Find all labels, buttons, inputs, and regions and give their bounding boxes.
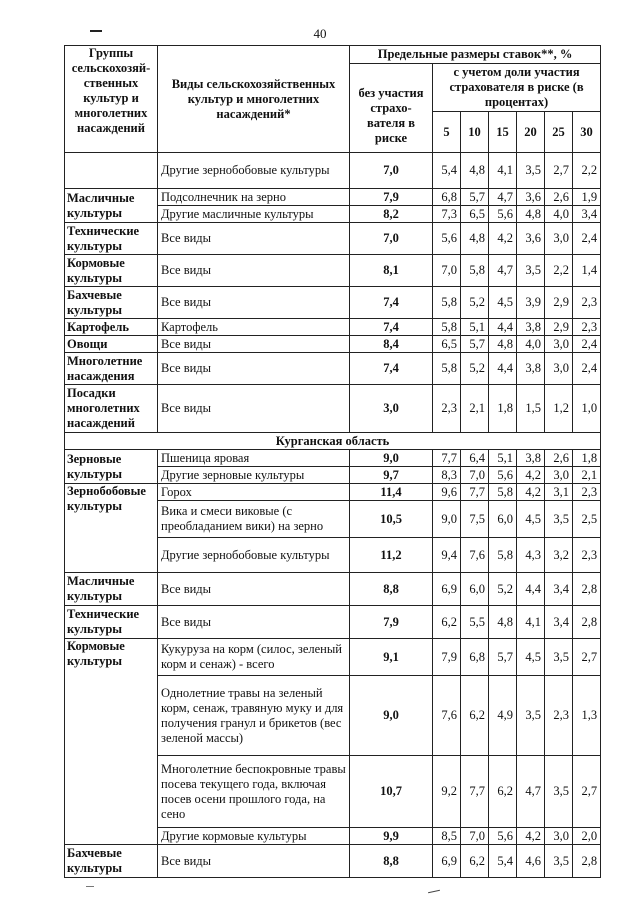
share-rate-cell: 3,6 xyxy=(517,223,545,255)
share-rate-cell: 7,0 xyxy=(461,828,489,845)
share-rate-cell: 4,8 xyxy=(489,336,517,353)
share-rate-cell: 9,6 xyxy=(433,484,461,501)
share-rate-cell: 6,8 xyxy=(461,639,489,676)
base-rate-cell: 10,7 xyxy=(350,756,433,828)
share-rate-cell: 3,5 xyxy=(545,639,573,676)
share-rate-cell: 6,2 xyxy=(489,756,517,828)
share-rate-cell: 1,9 xyxy=(573,189,601,206)
share-rate-cell: 2,6 xyxy=(545,450,573,467)
share-rate-cell: 9,4 xyxy=(433,538,461,573)
group-cell: Овощи xyxy=(65,336,158,353)
scan-mark xyxy=(86,886,94,887)
table-row xyxy=(65,287,601,319)
share-rate-cell: 3,9 xyxy=(517,287,545,319)
share-rate-cell: 5,2 xyxy=(461,353,489,385)
group-cell: Масличные культуры xyxy=(65,573,158,606)
region-row xyxy=(65,433,601,450)
share-rate-cell: 4,6 xyxy=(517,845,545,878)
kind-cell: Все виды xyxy=(158,336,350,353)
base-rate-cell: 9,0 xyxy=(350,676,433,756)
header-share-15: 15 xyxy=(489,112,517,153)
kind-cell: Все виды xyxy=(158,573,350,606)
kind-cell: Все виды xyxy=(158,287,350,319)
share-rate-cell: 3,5 xyxy=(517,676,545,756)
share-rate-cell: 6,9 xyxy=(433,573,461,606)
page-number: 40 xyxy=(313,26,327,41)
share-rate-cell: 7,6 xyxy=(461,538,489,573)
share-rate-cell: 4,8 xyxy=(517,206,545,223)
share-rate-cell: 2,8 xyxy=(573,606,601,639)
share-rate-cell: 3,4 xyxy=(545,606,573,639)
header-base: без участия страхо-вателя в риске xyxy=(350,64,433,153)
group-cell: Масличные культуры xyxy=(65,189,158,223)
kind-cell: Пшеница яровая xyxy=(158,450,350,467)
share-rate-cell: 6,2 xyxy=(461,845,489,878)
table-row xyxy=(65,573,601,606)
share-rate-cell: 4,7 xyxy=(489,255,517,287)
kind-cell: Многолетние беспокровные травы посева текущего года, включая посев осени прошлого года, на сено xyxy=(158,756,350,828)
share-rate-cell: 4,0 xyxy=(545,206,573,223)
group-cell: Посадки многолетних насаждений xyxy=(65,385,158,433)
group-cell xyxy=(65,153,158,189)
share-rate-cell: 3,0 xyxy=(545,353,573,385)
base-rate-cell: 11,2 xyxy=(350,538,433,573)
share-rate-cell: 5,6 xyxy=(489,828,517,845)
share-rate-cell: 4,5 xyxy=(489,287,517,319)
share-rate-cell: 5,6 xyxy=(433,223,461,255)
kind-cell: Все виды xyxy=(158,845,350,878)
share-rate-cell: 3,8 xyxy=(517,450,545,467)
share-rate-cell: 1,0 xyxy=(573,385,601,433)
table-row xyxy=(65,484,601,501)
share-rate-cell: 7,5 xyxy=(461,501,489,538)
share-rate-cell: 4,2 xyxy=(517,467,545,484)
kind-cell: Однолетние травы на зеленый корм, сенаж, травяную муку и для получения гранул и брикетов (вес зеленой массы) xyxy=(158,676,350,756)
share-rate-cell: 5,1 xyxy=(489,450,517,467)
base-rate-cell: 9,0 xyxy=(350,450,433,467)
kind-cell: Горох xyxy=(158,484,350,501)
share-rate-cell: 4,4 xyxy=(489,319,517,336)
share-rate-cell: 1,8 xyxy=(489,385,517,433)
share-rate-cell: 4,3 xyxy=(517,538,545,573)
kind-cell: Другие зернобобовые культуры xyxy=(158,153,350,189)
share-rate-cell: 2,5 xyxy=(573,501,601,538)
base-rate-cell: 10,5 xyxy=(350,501,433,538)
header-share-5: 5 xyxy=(433,112,461,153)
table-row xyxy=(65,255,601,287)
share-rate-cell: 6,2 xyxy=(461,676,489,756)
share-rate-cell: 2,6 xyxy=(545,189,573,206)
share-rate-cell: 7,3 xyxy=(433,206,461,223)
share-rate-cell: 5,8 xyxy=(433,287,461,319)
kind-cell: Все виды xyxy=(158,353,350,385)
kind-cell: Кукуруза на корм (силос, зеленый корм и сенаж) - всего xyxy=(158,639,350,676)
share-rate-cell: 2,4 xyxy=(573,223,601,255)
region-title: Курганская область xyxy=(65,433,601,450)
header-kind: Виды сельскохозяйственных культур и многолетних насаждений* xyxy=(158,46,350,153)
group-cell: Картофель xyxy=(65,319,158,336)
header-group: Группы сельскохозяй-ственных культур и многолетних насаждений xyxy=(65,46,158,153)
share-rate-cell: 4,2 xyxy=(517,828,545,845)
share-rate-cell: 4,7 xyxy=(489,189,517,206)
share-rate-cell: 6,9 xyxy=(433,845,461,878)
table-row xyxy=(65,189,601,206)
share-rate-cell: 2,2 xyxy=(573,153,601,189)
share-rate-cell: 2,1 xyxy=(461,385,489,433)
share-rate-cell: 3,4 xyxy=(545,573,573,606)
share-rate-cell: 4,7 xyxy=(517,756,545,828)
kind-cell: Другие кормовые культуры xyxy=(158,828,350,845)
base-rate-cell: 7,4 xyxy=(350,353,433,385)
share-rate-cell: 9,0 xyxy=(433,501,461,538)
share-rate-cell: 4,1 xyxy=(489,153,517,189)
share-rate-cell: 6,0 xyxy=(461,573,489,606)
share-rate-cell: 6,5 xyxy=(461,206,489,223)
share-rate-cell: 1,3 xyxy=(573,676,601,756)
header-limit: Предельные размеры ставок**, % xyxy=(350,46,601,64)
group-cell: Зерновые культуры xyxy=(65,450,158,484)
share-rate-cell: 6,2 xyxy=(433,606,461,639)
share-rate-cell: 2,3 xyxy=(573,538,601,573)
base-rate-cell: 9,7 xyxy=(350,467,433,484)
group-cell: Технические культуры xyxy=(65,223,158,255)
share-rate-cell: 2,2 xyxy=(545,255,573,287)
share-rate-cell: 4,9 xyxy=(489,676,517,756)
share-rate-cell: 4,0 xyxy=(517,336,545,353)
rate-table xyxy=(64,45,601,878)
scan-mark xyxy=(90,30,102,32)
share-rate-cell: 4,2 xyxy=(517,484,545,501)
share-rate-cell: 6,0 xyxy=(489,501,517,538)
share-rate-cell: 3,5 xyxy=(545,756,573,828)
scan-mark xyxy=(428,890,440,893)
share-rate-cell: 2,3 xyxy=(573,319,601,336)
group-cell: Технические культуры xyxy=(65,606,158,639)
share-rate-cell: 3,4 xyxy=(573,206,601,223)
base-rate-cell: 7,4 xyxy=(350,319,433,336)
base-rate-cell: 8,2 xyxy=(350,206,433,223)
share-rate-cell: 5,7 xyxy=(461,189,489,206)
share-rate-cell: 7,0 xyxy=(461,467,489,484)
share-rate-cell: 1,5 xyxy=(517,385,545,433)
share-rate-cell: 8,5 xyxy=(433,828,461,845)
share-rate-cell: 5,8 xyxy=(489,484,517,501)
share-rate-cell: 5,8 xyxy=(461,255,489,287)
share-rate-cell: 3,0 xyxy=(545,336,573,353)
base-rate-cell: 8,1 xyxy=(350,255,433,287)
share-rate-cell: 2,3 xyxy=(433,385,461,433)
share-rate-cell: 5,4 xyxy=(489,845,517,878)
share-rate-cell: 3,5 xyxy=(517,255,545,287)
share-rate-cell: 3,5 xyxy=(517,153,545,189)
kind-cell: Другие масличные культуры xyxy=(158,206,350,223)
kind-cell: Другие зернобобовые культуры xyxy=(158,538,350,573)
share-rate-cell: 3,5 xyxy=(545,501,573,538)
base-rate-cell: 8,8 xyxy=(350,573,433,606)
share-rate-cell: 2,4 xyxy=(573,353,601,385)
share-rate-cell: 7,0 xyxy=(433,255,461,287)
table-row xyxy=(65,639,601,676)
table-row xyxy=(65,153,601,189)
kind-cell: Все виды xyxy=(158,606,350,639)
share-rate-cell: 5,2 xyxy=(489,573,517,606)
kind-cell: Все виды xyxy=(158,223,350,255)
share-rate-cell: 4,2 xyxy=(489,223,517,255)
group-cell: Зернобобовые культуры xyxy=(65,484,158,573)
share-rate-cell: 3,6 xyxy=(517,189,545,206)
share-rate-cell: 3,8 xyxy=(517,319,545,336)
group-cell: Многолетние насаждения xyxy=(65,353,158,385)
share-rate-cell: 5,1 xyxy=(461,319,489,336)
table-row xyxy=(65,353,601,385)
kind-cell: Другие зерновые культуры xyxy=(158,467,350,484)
table-row xyxy=(65,336,601,353)
header-share: с учетом доли участия страхователя в риске (в процентах) xyxy=(433,64,601,112)
kind-cell: Вика и смеси виковые (с преобладанием вики) на зерно xyxy=(158,501,350,538)
share-rate-cell: 1,2 xyxy=(545,385,573,433)
share-rate-cell: 1,8 xyxy=(573,450,601,467)
share-rate-cell: 2,8 xyxy=(573,573,601,606)
table-row xyxy=(65,606,601,639)
share-rate-cell: 7,7 xyxy=(433,450,461,467)
share-rate-cell: 3,1 xyxy=(545,484,573,501)
share-rate-cell: 3,8 xyxy=(517,353,545,385)
share-rate-cell: 9,2 xyxy=(433,756,461,828)
share-rate-cell: 2,7 xyxy=(573,756,601,828)
share-rate-cell: 6,4 xyxy=(461,450,489,467)
header-share-10: 10 xyxy=(461,112,489,153)
share-rate-cell: 5,8 xyxy=(489,538,517,573)
share-rate-cell: 8,3 xyxy=(433,467,461,484)
share-rate-cell: 3,0 xyxy=(545,467,573,484)
share-rate-cell: 5,8 xyxy=(433,319,461,336)
table-row xyxy=(65,450,601,467)
share-rate-cell: 3,0 xyxy=(545,223,573,255)
share-rate-cell: 4,4 xyxy=(517,573,545,606)
header-share-30: 30 xyxy=(573,112,601,153)
table-row xyxy=(65,223,601,255)
share-rate-cell: 2,3 xyxy=(573,484,601,501)
share-rate-cell: 7,7 xyxy=(461,484,489,501)
base-rate-cell: 9,1 xyxy=(350,639,433,676)
share-rate-cell: 7,6 xyxy=(433,676,461,756)
base-rate-cell: 7,9 xyxy=(350,606,433,639)
base-rate-cell: 8,4 xyxy=(350,336,433,353)
share-rate-cell: 5,7 xyxy=(461,336,489,353)
share-rate-cell: 1,4 xyxy=(573,255,601,287)
share-rate-cell: 5,6 xyxy=(489,467,517,484)
base-rate-cell: 7,4 xyxy=(350,287,433,319)
share-rate-cell: 2,0 xyxy=(573,828,601,845)
base-rate-cell: 11,4 xyxy=(350,484,433,501)
share-rate-cell: 5,6 xyxy=(489,206,517,223)
share-rate-cell: 2,4 xyxy=(573,336,601,353)
base-rate-cell: 7,0 xyxy=(350,153,433,189)
header-share-20: 20 xyxy=(517,112,545,153)
table-row xyxy=(65,845,601,878)
table-row xyxy=(65,319,601,336)
share-rate-cell: 4,1 xyxy=(517,606,545,639)
share-rate-cell: 5,8 xyxy=(433,353,461,385)
base-rate-cell: 7,9 xyxy=(350,189,433,206)
group-cell: Кормовые культуры xyxy=(65,639,158,845)
share-rate-cell: 3,5 xyxy=(545,845,573,878)
table-row xyxy=(65,385,601,433)
group-cell: Бахчевые культуры xyxy=(65,845,158,878)
share-rate-cell: 7,9 xyxy=(433,639,461,676)
share-rate-cell: 4,8 xyxy=(489,606,517,639)
share-rate-cell: 4,8 xyxy=(461,223,489,255)
share-rate-cell: 2,7 xyxy=(573,639,601,676)
share-rate-cell: 4,5 xyxy=(517,639,545,676)
share-rate-cell: 3,2 xyxy=(545,538,573,573)
share-rate-cell: 2,8 xyxy=(573,845,601,878)
share-rate-cell: 5,7 xyxy=(489,639,517,676)
share-rate-cell: 2,9 xyxy=(545,287,573,319)
kind-cell: Картофель xyxy=(158,319,350,336)
group-cell: Кормовые культуры xyxy=(65,255,158,287)
kind-cell: Подсолнечник на зерно xyxy=(158,189,350,206)
share-rate-cell: 5,2 xyxy=(461,287,489,319)
share-rate-cell: 3,0 xyxy=(545,828,573,845)
base-rate-cell: 8,8 xyxy=(350,845,433,878)
share-rate-cell: 6,5 xyxy=(433,336,461,353)
kind-cell: Все виды xyxy=(158,385,350,433)
group-cell: Бахчевые культуры xyxy=(65,287,158,319)
share-rate-cell: 6,8 xyxy=(433,189,461,206)
share-rate-cell: 7,7 xyxy=(461,756,489,828)
base-rate-cell: 3,0 xyxy=(350,385,433,433)
share-rate-cell: 2,9 xyxy=(545,319,573,336)
share-rate-cell: 4,5 xyxy=(517,501,545,538)
share-rate-cell: 2,3 xyxy=(573,287,601,319)
kind-cell: Все виды xyxy=(158,255,350,287)
base-rate-cell: 7,0 xyxy=(350,223,433,255)
share-rate-cell: 4,4 xyxy=(489,353,517,385)
share-rate-cell: 2,3 xyxy=(545,676,573,756)
share-rate-cell: 2,1 xyxy=(573,467,601,484)
share-rate-cell: 4,8 xyxy=(461,153,489,189)
base-rate-cell: 9,9 xyxy=(350,828,433,845)
share-rate-cell: 2,7 xyxy=(545,153,573,189)
share-rate-cell: 5,5 xyxy=(461,606,489,639)
header-share-25: 25 xyxy=(545,112,573,153)
share-rate-cell: 5,4 xyxy=(433,153,461,189)
